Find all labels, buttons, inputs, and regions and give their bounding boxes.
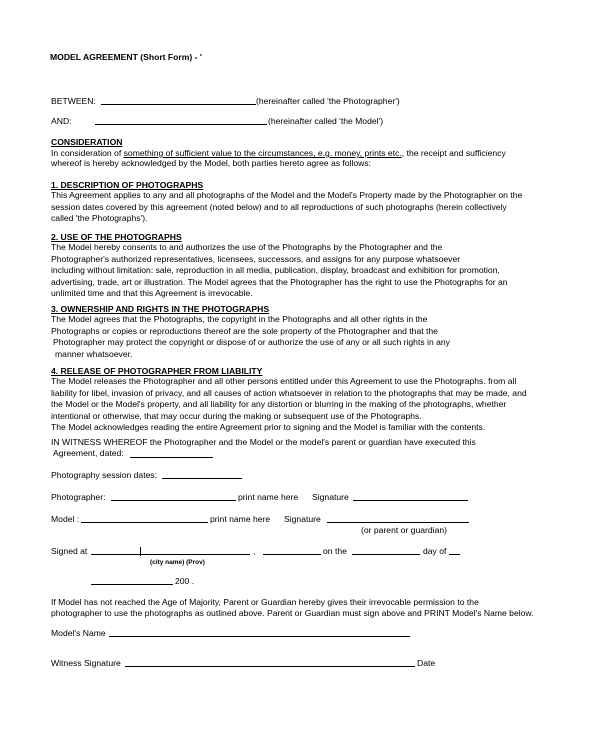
section4-heading: 4. RELEASE OF PHOTOGRAPHER FROM LIABILITY — [51, 366, 263, 376]
city-prov-caption: (city name) (Prov) — [150, 559, 205, 566]
day-of-label: day of — [423, 546, 447, 556]
session-dates-line[interactable] — [162, 478, 242, 479]
consideration-line1: In consideration of something of sufficient value to the circumstances, e.g. money, prints etc., the receipt and sufficiency — [51, 148, 506, 158]
agreement-date-line[interactable] — [130, 457, 213, 458]
comma: , — [253, 546, 256, 556]
year-line[interactable] — [91, 584, 173, 585]
between-suffix: (hereinafter called 'the Photographer') — [256, 96, 400, 106]
section2-body: The Model hereby consents to and authorizes the use of the Photographs by the Photographer and the Photographer's authorized representatives, licensees, successors, and assigns for any purpose whatsoever including without limitation: sale, reproduction in all media, publication, display, broadcast and exhibition for promotion, advertising, trade, art or illustration. The Model agrees that the Photographer has the right to use the Photographs for an unlimited time and that this Agreement is irrevocable. — [51, 242, 508, 298]
model-name-line[interactable] — [95, 124, 267, 125]
signed-at-label: Signed at — [51, 546, 88, 556]
section2-heading: 2. USE OF THE PHOTOGRAPHS — [51, 232, 182, 242]
between-label: BETWEEN: — [51, 96, 96, 106]
month-line[interactable] — [449, 554, 460, 555]
witness-signature-line[interactable] — [125, 666, 415, 667]
section1-body: This Agreement applies to any and all photographs of the Model and the Model's Property made by the Photographer on the session dates covered by this agreement (noted below) and to all reproductions of such photographs (herein collectively called 'the Photographs'). — [51, 190, 523, 223]
signed-at-line[interactable] — [91, 554, 250, 555]
and-label: AND: — [51, 116, 72, 126]
model-line[interactable] — [81, 522, 208, 523]
date-label: Date — [417, 658, 436, 668]
photographer-name-line[interactable] — [101, 104, 256, 105]
consideration-line2: whereof is hereby acknowledged by the Model, both parties hereto agree as follows: — [51, 158, 372, 168]
section3-heading: 3. OWNERSHIP AND RIGHTS IN THE PHOTOGRAPHS — [51, 304, 270, 314]
photographer-signature-label: Signature — [312, 492, 349, 502]
majority-line2: photographer to use the photographs as outlined above. Parent or Guardian must sign above and PRINT Model's Name below. — [51, 608, 534, 618]
witness-line1: IN WITNESS WHEREOF the Photographer and the Model or the model's parent or guardian have executed this — [51, 437, 476, 447]
day-line[interactable] — [352, 554, 420, 555]
year-label: 200 . — [175, 576, 195, 586]
photographer-line[interactable] — [111, 500, 236, 501]
city-prov-divider — [140, 547, 141, 556]
section4-body: The Model releases the Photographer and all other persons entitled under this Agreement to use the Photographs. from all liability for libel, invasion of privacy, and all causes of action whatsoever in relation to the photographs that may be made, and the Model or the Model's property, and all liability for any distortion or blurring in the making of the photographs, whether intentional or otherwise, that may occur during the making or subsequent use of the Photographs. The Model acknowledges reading the entire Agreement prior to signing and the Model is familiar with the contents. — [51, 376, 527, 432]
model-print-name: print name here — [210, 514, 271, 524]
model-signature-line[interactable] — [327, 522, 469, 523]
witness-line2: Agreement, dated: — [53, 448, 124, 458]
model-signature-label: Signature — [284, 514, 321, 524]
section1-heading: 1. DESCRIPTION OF PHOTOGRAPHS — [51, 180, 204, 190]
and-suffix: (hereinafter called 'the Model') — [268, 116, 384, 126]
photographer-label: Photographer: — [51, 492, 106, 502]
signed-date-line[interactable] — [263, 554, 321, 555]
photographer-print-name: print name here — [238, 492, 299, 502]
parent-guardian-note: (or parent or guardian) — [361, 525, 447, 535]
on-the-label: on the — [323, 546, 347, 556]
models-name-label: Model's Name — [51, 628, 106, 638]
model-label: Model : — [51, 514, 80, 524]
session-dates-label: Photography session dates: — [51, 470, 158, 480]
section3-body: The Model agrees that the Photographs, the copyright in the Photographs and all other rights in the Photographs or copies or reproductions thereof are the sole property of the Photographer and that the Photographer may protect the copyright or dispose of or authorize the use of any or all such rights in any manner whatsoever. — [51, 314, 450, 359]
document-title: MODEL AGREEMENT (Short Form) - ' — [50, 52, 202, 62]
majority-line1: If Model has not reached the Age of Majority, Parent or Guardian hereby gives their irrevocable permission to the — [51, 597, 479, 607]
witness-signature-label: Witness Signature — [51, 658, 121, 668]
photographer-signature-line[interactable] — [353, 500, 468, 501]
consideration-heading: CONSIDERATION — [51, 137, 123, 147]
models-name-line[interactable] — [109, 636, 410, 637]
